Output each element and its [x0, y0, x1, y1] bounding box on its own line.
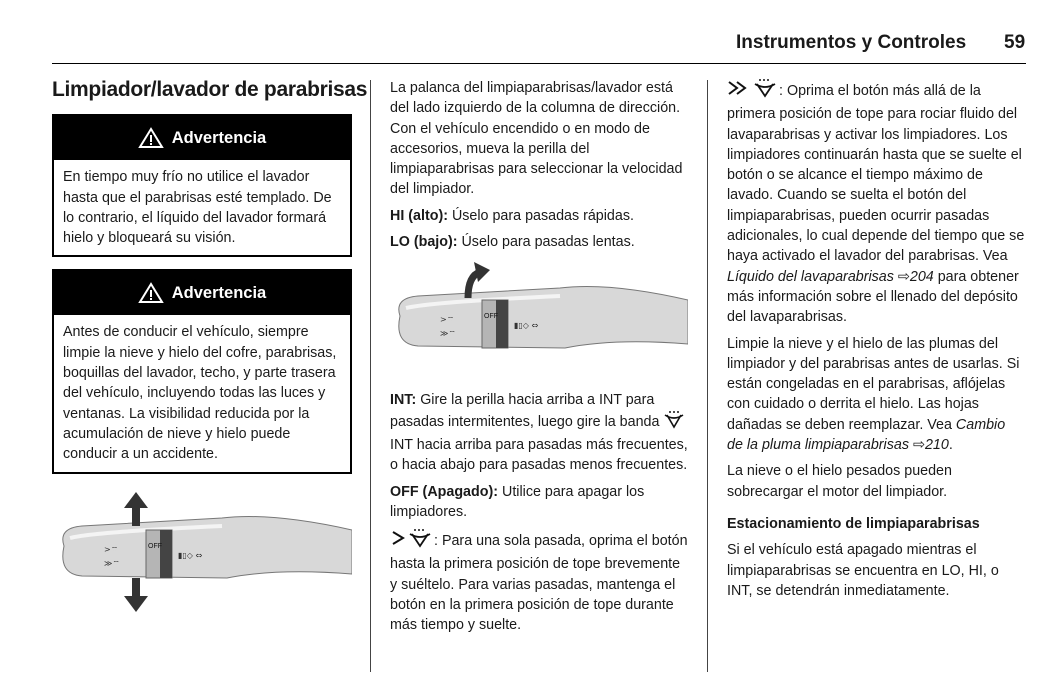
down-arrow-icon — [124, 578, 148, 612]
wash-paragraph — [727, 78, 1025, 328]
overload-paragraph: La nieve o el hielo pesados pueden sobrecargar el motor del limpiador. — [727, 463, 952, 500]
ice-text-b: . — [948, 437, 953, 454]
warning-label: Advertencia — [171, 284, 267, 303]
off-paragraph — [390, 482, 688, 523]
wash-icon — [727, 78, 779, 104]
mist-symbol-icon: >⌔ — [104, 544, 119, 554]
wash-text-b: para obtener más información sobre el llenado del depósito del lavaparabrisas. — [727, 268, 1019, 326]
hi-label: HI (alto): — [390, 207, 448, 224]
column-3 — [727, 78, 1025, 607]
int-paragraph — [390, 390, 688, 475]
column-divider — [370, 80, 371, 672]
wiper-lever-up-down-drawing — [52, 486, 352, 626]
wash-ref-page[interactable]: 204 — [909, 268, 934, 285]
mist-paragraph — [390, 528, 688, 635]
parking-heading: Estacionamiento de limpiaparabrisas — [727, 515, 980, 532]
up-arrow-icon — [124, 492, 148, 526]
lo-label: LO (bajo): — [390, 234, 458, 251]
header-rule — [52, 63, 1026, 64]
wiper-lever-rotate-drawing — [390, 258, 688, 378]
intro-paragraph: La palanca del limpiaparabrisas/lavador está del lado izquierdo de la columna de dirección. Con el vehículo encendido o en modo de accesorios, mueva la perilla del limpiaparabrisas para seleccionar la velocidad del limpiador. — [390, 80, 683, 198]
warning-box — [52, 269, 352, 473]
wash-text-a: : Oprima el botón más allá de la primera posición de tope para rociar fluido del lavaparabrisas y activar los limpiadores. Los limpiadores continuarán hasta que se suelte el botón o se alcance el tiempo máximo de lavado. Cuando se suelta el botón del limpiaparabrisas, pueden ocurrir pasadas adicionales, lo cual depende del tiempo que se haya activado el lavador del parabrisas. Vea — [727, 83, 1025, 265]
warning-header — [54, 271, 350, 315]
warning-text: En tiempo muy frío no utilice el lavador hasta que el parabrisas esté templado. De lo contrario, el líquido del lavador formará hielo y bloqueará su visión. — [63, 169, 332, 247]
warning-header — [54, 116, 350, 160]
hi-paragraph — [390, 206, 688, 226]
page-header — [726, 30, 1026, 58]
warning-triangle-icon — [138, 282, 164, 304]
warning-box — [52, 114, 352, 257]
int-band-symbol-icon: ▮▯◇ ⇔ — [514, 321, 539, 331]
wiper-lever-illustration — [390, 258, 688, 378]
warning-text: Antes de conducir el vehículo, siempre limpie la nieve y hielo del cofre, parabrisas, boquillas del lavador, techo, y parte trasera del vehículo, incluyendo todas las luces y ventanas. La visibilidad reducida por la acumulación de nieve y hielo puede conducir a un accidente. — [63, 324, 337, 463]
page-title: Limpiador/lavador de parabrisas — [52, 78, 368, 101]
ice-ref-link[interactable]: Cambio de la pluma limpiaparabrisas — [727, 416, 1006, 454]
column-1 — [52, 78, 368, 626]
ice-text-a: Limpie la nieve y el hielo de las plumas del limpiador y del parabrisas antes de usarlas. Si están congeladas en el parabrisas, aflójelas con cuidado o derrita el hielo. Las hojas dañadas se deben reemplazar. Vea — [727, 335, 1020, 433]
off-label: OFF — [484, 313, 498, 321]
warning-label: Advertencia — [171, 129, 267, 148]
column-divider — [707, 80, 708, 672]
wash-symbol-icon: ≫⌔ — [440, 329, 456, 339]
off-text: Utilice para apagar los limpiadores. — [390, 483, 645, 520]
lo-text: Úselo para pasadas lentas. — [457, 234, 635, 251]
off-label: OFF — [148, 542, 162, 550]
ice-paragraph — [727, 334, 1025, 456]
int-text-a: Gire la perilla hacia arriba a INT para pasadas intermitentes, luego gire la banda — [390, 392, 664, 430]
hi-text: Úselo para pasadas rápidas. — [447, 207, 634, 224]
wash-symbol-icon: ≫⌔ — [104, 558, 120, 568]
lo-paragraph — [390, 232, 688, 252]
column-2 — [390, 78, 688, 642]
int-text-b: INT hacia arriba para pasadas más frecuentes, o hacia abajo para pasadas menos frecuentes. — [390, 436, 688, 474]
page-number: 59 — [1004, 32, 1026, 53]
ref-arrow-icon: ⇨ — [912, 437, 925, 454]
mist-icon — [390, 528, 434, 554]
int-band-symbol-icon: ▮▯◇ ⇔ — [178, 550, 203, 560]
int-label: INT: — [390, 392, 417, 409]
parking-paragraph: Si el vehículo está apagado mientras el limpiaparabrisas se encuentra en LO, HI, o INT, se detendrán inmediatamente. — [727, 542, 999, 599]
ice-ref-page[interactable]: 210 — [924, 437, 949, 454]
off-mode-label: OFF (Apagado): — [390, 483, 499, 500]
wiper-lever-illustration — [52, 486, 352, 626]
mist-text: : Para una sola pasada, oprima el botón hasta la primera posición de tope brevemente y suéltelo. Para varias pasadas, mantenga el botón en la primera posición de tope durante más tiempo y suelte. — [390, 533, 688, 634]
warning-triangle-icon — [138, 127, 164, 149]
mist-symbol-icon: >⌔ — [440, 315, 455, 325]
ref-arrow-icon: ⇨ — [897, 268, 910, 285]
section-title: Instrumentos y Controles — [736, 32, 967, 53]
wiper-band-icon — [663, 411, 685, 435]
wash-ref-link[interactable]: Líquido del lavaparabrisas — [727, 268, 894, 285]
